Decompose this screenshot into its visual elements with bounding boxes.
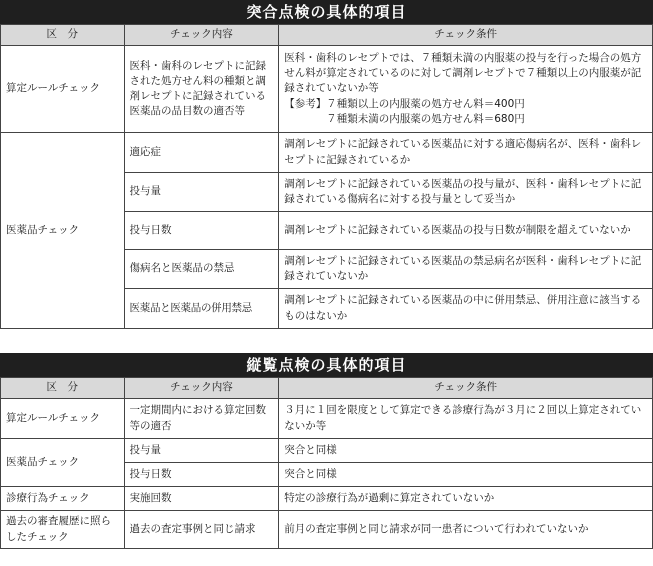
row-condition: 調剤レセプトに記録されている医薬品の投与量が、医科・歯科レセプトに記録されている傷病名に対する投与量として妥当か — [279, 173, 653, 212]
table1-title: 突合点検の具体的項目 — [0, 0, 653, 24]
header-condition: チェック条件 — [279, 25, 653, 46]
row-category: 医薬品チェック — [1, 439, 125, 487]
row-condition: 突合と同様 — [279, 439, 653, 463]
header-category: 区 分 — [1, 378, 125, 399]
row-content: 傷病名と医薬品の禁忌 — [124, 250, 279, 289]
table2-title: 縦覧点検の具体的項目 — [0, 353, 653, 377]
row-condition: 調剤レセプトに記録されている医薬品に対する適応傷病名が、医科・歯科レセプトに記録されているか — [279, 133, 653, 173]
table1 — [0, 24, 653, 329]
row-category: 算定ルールチェック — [1, 399, 125, 439]
table-row — [1, 133, 653, 173]
row-condition: 前月の査定事例と同じ請求が同一患者について行われていないか — [279, 511, 653, 549]
row-content: 過去の査定事例と同じ請求 — [124, 511, 279, 549]
table2-section — [0, 353, 653, 549]
row-category: 算定ルールチェック — [1, 46, 125, 133]
table-row — [1, 487, 653, 511]
row-condition: 調剤レセプトに記録されている医薬品の投与日数が制限を超えていないか — [279, 212, 653, 250]
row-content: 投与量 — [124, 439, 279, 463]
row-category: 医薬品チェック — [1, 133, 125, 329]
table2-header-row — [1, 378, 653, 399]
row-content: 実施回数 — [124, 487, 279, 511]
table-row — [1, 511, 653, 549]
row-condition: 調剤レセプトに記録されている医薬品の禁忌病名が医科・歯科レセプトに記録されていないか — [279, 250, 653, 289]
row-condition: ３月に１回を限度として算定できる診療行為が３月に２回以上算定されていないか等 — [279, 399, 653, 439]
row-category: 過去の審査履歴に照らしたチェック — [1, 511, 125, 549]
row-condition: 突合と同様 — [279, 463, 653, 487]
row-content: 医薬品と医薬品の併用禁忌 — [124, 289, 279, 329]
row-content: 投与量 — [124, 173, 279, 212]
row-content: 適応症 — [124, 133, 279, 173]
row-condition: 医科・歯科のレセプトでは、７種類未満の内服薬の投与を行った場合の処方せん料が算定されているのに対して調剤レセプトで７種類以上の内服薬が記録されていないか等 【参考】７種類以上の内服薬の処方せん料＝400円 ７種類未満の内服薬の処方せん料＝680円 — [279, 46, 653, 133]
table1-header-row — [1, 25, 653, 46]
table2 — [0, 377, 653, 549]
row-content: 一定期間内における算定回数等の適否 — [124, 399, 279, 439]
row-condition: 特定の診療行為が過剰に算定されていないか — [279, 487, 653, 511]
table-row — [1, 46, 653, 133]
table-row — [1, 399, 653, 439]
row-content: 投与日数 — [124, 463, 279, 487]
header-content: チェック内容 — [124, 378, 279, 399]
row-content: 医科・歯科のレセプトに記録された処方せん料の種類と調剤レセプトに記録されている医薬品の品目数の適否等 — [124, 46, 279, 133]
row-category: 診療行為チェック — [1, 487, 125, 511]
header-condition: チェック条件 — [279, 378, 653, 399]
header-content: チェック内容 — [124, 25, 279, 46]
row-condition: 調剤レセプトに記録されている医薬品の中に併用禁忌、併用注意に該当するものはないか — [279, 289, 653, 329]
table-row — [1, 439, 653, 463]
header-category: 区 分 — [1, 25, 125, 46]
row-content: 投与日数 — [124, 212, 279, 250]
